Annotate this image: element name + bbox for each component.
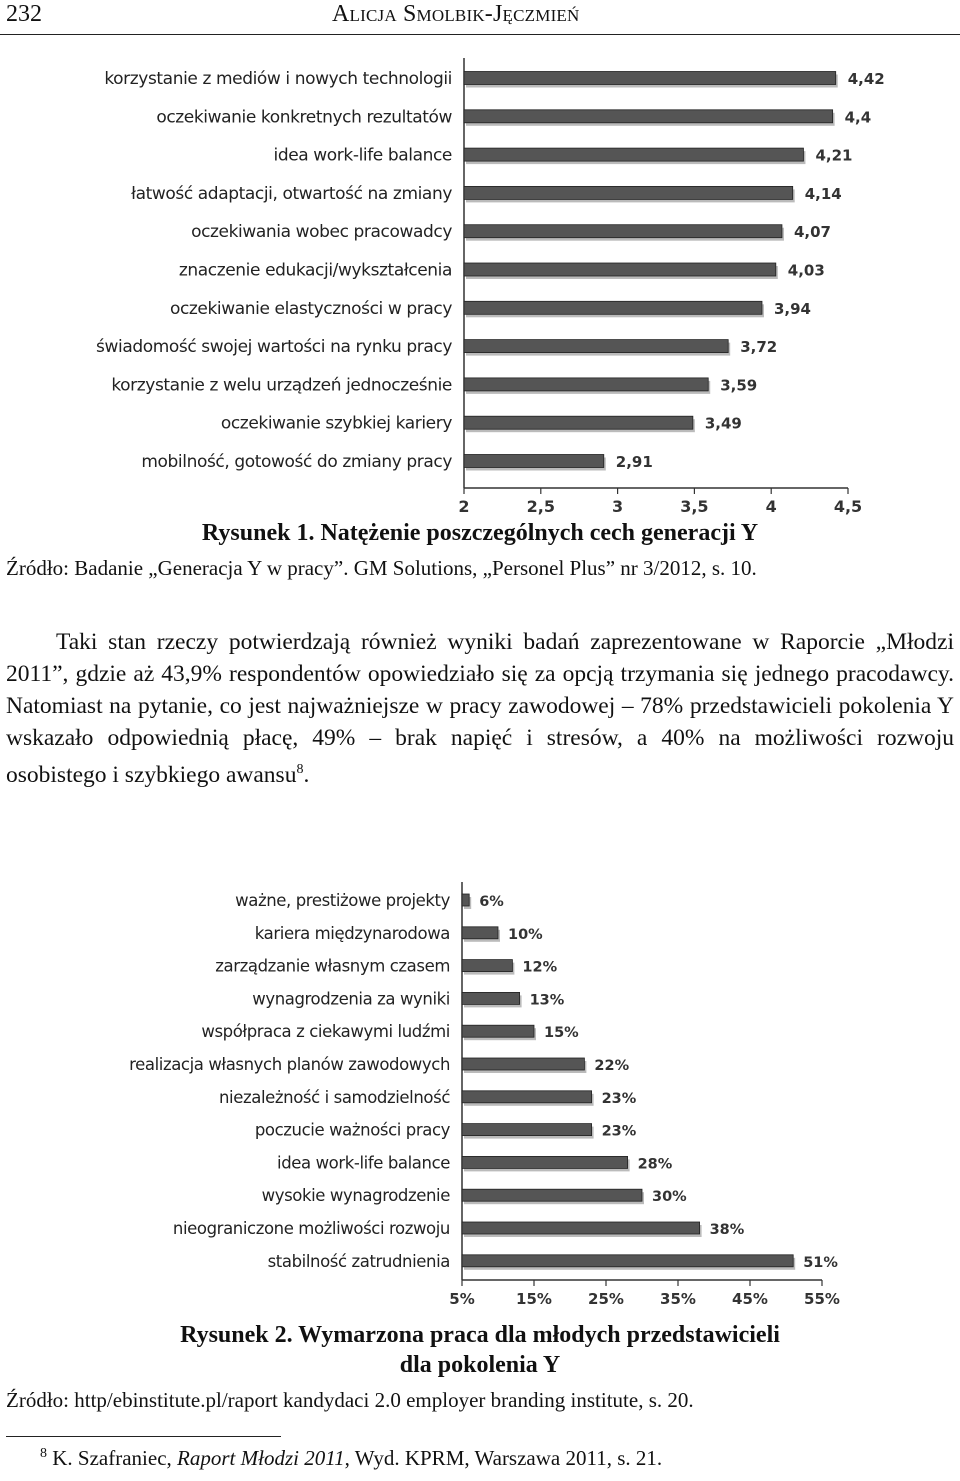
footnote-text-after: , Wyd. KPRM, Warszawa 2011, s. 21. bbox=[344, 1446, 663, 1470]
figure-2-source: Źródło: http/ebinstitute.pl/raport kandydaci 2.0 employer branding institute, s. 20. bbox=[6, 1388, 694, 1412]
data-label: 23% bbox=[601, 1090, 637, 1107]
bar bbox=[462, 1189, 642, 1201]
category-label: stabilność zatrudnienia bbox=[267, 1251, 450, 1271]
data-label: 4,07 bbox=[793, 223, 831, 242]
data-label: 3,72 bbox=[740, 338, 778, 357]
x-tick-label: 2 bbox=[458, 497, 470, 516]
running-head: Alicja Smolbik-Jęczmień bbox=[332, 1, 580, 27]
data-label: 38% bbox=[709, 1222, 745, 1238]
bar bbox=[462, 1058, 584, 1070]
bar bbox=[462, 992, 520, 1004]
bar bbox=[464, 416, 693, 429]
x-tick-label: 35% bbox=[660, 1290, 696, 1308]
body-paragraph bbox=[6, 626, 954, 791]
x-tick-label: 15% bbox=[516, 1290, 552, 1308]
data-label: 4,14 bbox=[804, 184, 842, 203]
bar bbox=[464, 340, 728, 353]
footnote-number: 8 bbox=[40, 1446, 47, 1461]
data-label: 23% bbox=[601, 1123, 637, 1140]
page-number: 232 bbox=[6, 1, 42, 27]
figure-2-caption-line-1: Rysunek 2. Wymarzona praca dla młodych przedstawicieli bbox=[180, 1322, 780, 1348]
x-tick-label: 4,5 bbox=[833, 497, 863, 516]
page-header bbox=[0, 0, 960, 35]
footnote-rule bbox=[6, 1436, 281, 1437]
category-label: znaczenie edukacji/wykształcenia bbox=[178, 260, 452, 281]
figure-1-caption: Rysunek 1. Natężenie poszczególnych cech generacji Y bbox=[201, 520, 759, 546]
category-label: mobilność, gotowość do zmiany pracy bbox=[141, 452, 452, 472]
data-label: 13% bbox=[529, 992, 565, 1009]
bar bbox=[462, 1156, 628, 1168]
bar bbox=[462, 1255, 793, 1267]
data-label: 15% bbox=[544, 1025, 579, 1042]
category-label: niezależność i samodzielność bbox=[218, 1087, 450, 1107]
bar bbox=[464, 225, 782, 238]
data-label: 28% bbox=[637, 1156, 673, 1173]
x-tick-label: 4 bbox=[765, 497, 777, 516]
bar bbox=[464, 110, 833, 123]
category-label: wysokie wynagrodzenie bbox=[261, 1186, 450, 1206]
footnote bbox=[40, 1446, 662, 1471]
category-label: świadomość swojej wartości na rynku pracy bbox=[96, 337, 452, 358]
data-label: 2,91 bbox=[615, 453, 653, 471]
bar bbox=[462, 1124, 592, 1136]
data-label: 3,59 bbox=[720, 376, 758, 395]
data-label: 4,03 bbox=[787, 261, 825, 280]
category-label: łatwość adaptacji, otwartość na zmiany bbox=[131, 183, 452, 204]
x-tick-label: 2,5 bbox=[526, 497, 555, 516]
x-tick-label: 45% bbox=[732, 1290, 768, 1308]
data-label: 4,42 bbox=[847, 70, 885, 88]
bar bbox=[464, 72, 836, 85]
chart-2-dream-job bbox=[0, 872, 960, 1312]
x-tick-label: 3,5 bbox=[680, 497, 709, 516]
x-tick-label: 3 bbox=[612, 497, 624, 516]
category-label: oczekiwanie elastyczności w pracy bbox=[169, 298, 452, 319]
data-label: 3,49 bbox=[704, 414, 742, 433]
data-label: 6% bbox=[479, 894, 504, 910]
category-label: ważne, prestiżowe projekty bbox=[235, 891, 450, 910]
bar bbox=[462, 960, 512, 972]
x-tick-label: 25% bbox=[588, 1290, 624, 1308]
bar bbox=[464, 301, 762, 314]
x-tick-label: 55% bbox=[804, 1290, 840, 1308]
category-label: oczekiwania wobec pracowadcy bbox=[191, 222, 452, 243]
category-label: zarządzanie własnym czasem bbox=[215, 956, 450, 976]
footnote-ref-8[interactable]: 8 bbox=[296, 762, 304, 777]
category-label: kariera międzynarodowa bbox=[254, 923, 450, 943]
figure-2-caption-line-2: dla pokolenia Y bbox=[399, 1352, 561, 1378]
category-label: współpraca z ciekawymi ludźmi bbox=[201, 1022, 450, 1042]
category-label: nieograniczone możliwości rozwoju bbox=[172, 1219, 450, 1238]
paragraph-text: Taki stan rzeczy potwierdzają również wyniki badań zaprezentowane w Raporcie „Młodzi 2011”, gdzie aż 43,9% respondentów opowiedziało się za opcją trzymania się jednego pracodawcy. Natomiast na pytanie, co jest najważniejsze w pracy zawodowej – 78% przedstawicieli pokolenia Y wskazało odpowiednią płacę, 49% – brak napięć i stresów, a 40% na możliwości rozwoju osobistego i szybkiego awansu bbox=[6, 629, 954, 788]
data-label: 51% bbox=[803, 1254, 838, 1271]
data-label: 10% bbox=[508, 926, 543, 943]
bar bbox=[464, 455, 604, 468]
bar bbox=[464, 378, 708, 391]
data-label: 3,94 bbox=[773, 299, 811, 318]
x-tick-label: 5% bbox=[449, 1290, 475, 1308]
category-label: korzystanie z mediów i nowych technologii bbox=[104, 69, 452, 89]
bar bbox=[462, 1025, 534, 1037]
category-label: poczucie ważności pracy bbox=[254, 1120, 450, 1140]
category-label: oczekiwanie konkretnych rezultatów bbox=[156, 107, 452, 128]
category-label: wynagrodzenia za wyniki bbox=[252, 989, 450, 1009]
category-label: korzystanie z welu urządzeń jednocześnie bbox=[111, 375, 452, 396]
figure-1-source: Źródło: Badanie „Generacja Y w pracy”. GM Solutions, „Personel Plus” nr 3/2012, s. 10. bbox=[6, 556, 757, 580]
data-label: 22% bbox=[594, 1058, 630, 1074]
bar bbox=[464, 148, 803, 161]
data-label: 4,4 bbox=[844, 108, 872, 127]
data-label: 12% bbox=[522, 959, 558, 976]
bar bbox=[462, 894, 469, 906]
bar bbox=[464, 263, 776, 276]
category-label: idea work-life balance bbox=[273, 145, 452, 166]
data-label: 30% bbox=[652, 1189, 687, 1206]
data-label: 4,21 bbox=[815, 146, 853, 165]
bar bbox=[464, 186, 793, 199]
bar bbox=[462, 1222, 700, 1234]
category-label: oczekiwanie szybkiej kariery bbox=[220, 413, 452, 434]
category-label: idea work-life balance bbox=[277, 1153, 450, 1173]
footnote-text-before: K. Szafraniec, bbox=[47, 1446, 178, 1470]
footnote-title: Raport Młodzi 2011 bbox=[177, 1446, 345, 1470]
chart-1-generation-y-traits bbox=[0, 50, 960, 520]
category-label: realizacja własnych planów zawodowych bbox=[129, 1055, 450, 1074]
bar bbox=[462, 1091, 592, 1103]
paragraph-end: . bbox=[303, 761, 310, 788]
bar bbox=[462, 927, 498, 939]
